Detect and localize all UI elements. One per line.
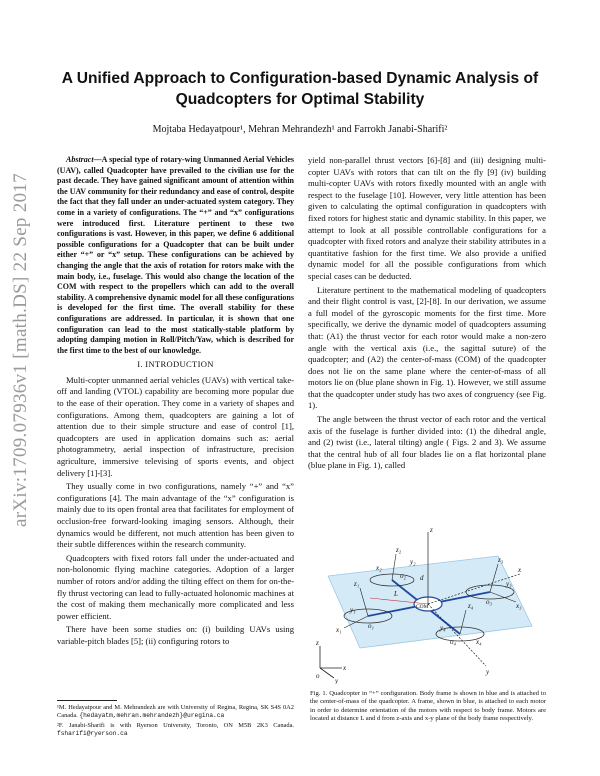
world-y-axis bbox=[320, 668, 334, 678]
right-paragraph-2: Literature pertinent to the mathematical modeling of quadcopters and their flight control is vast, [2]-[8]. In our derivation, we assume a full model of the gyroscopic moments for the first time. More specifically, we derive the dynamic model of quadcopters assuming that: (A1) the thrust vector for each rotor would make a non-zero angle with the vertical axis (i.e., the sagittal suture) of the quadcopter; and (A2) the center-of-mass (COM) of the quadcopter does not lie on the same plane where the center-of-mass of all motors lie on (blue plane shown in Fig. 1). However, we still assume that the quadcopter under study has two axes of congruency (see Fig. 1). bbox=[308, 284, 546, 411]
left-column bbox=[57, 155, 294, 650]
com-label: COM bbox=[416, 604, 429, 610]
figure-1-caption: Fig. 1. Quadcopter in “+” configuration. Body frame is shown in blue and is attached to the center-of-mass of the quadcopter. A frame, shown in blue, is attached to each motor in order to determine orientation of the motors with respect to body frame. Motors are located at distance L and d from z-axis and x-y plane of the body frame respectively. bbox=[310, 690, 546, 723]
world-z-label: z bbox=[316, 639, 319, 647]
motor-2-y-label: y₂ bbox=[410, 558, 416, 566]
motor-1-x-label: x₁ bbox=[336, 626, 342, 634]
right-paragraph-1: yield non-parallel thrust vectors [6]-[8] and (iii) designing multi-copter UAVs with rotors that can tilt on the fly [9] (iv) building multi-copter UAVs with rotors fixedly mounted with an angle with respect to the fuselage [10]. However, very little attention has been given to calculating the optimal configuration in quadcopters with fixed rotors for highest static and dynamic stability. In this paper, we attempt to look at all possible controllable configurations for a quadcopter with fixed rotors and analyze their stability attributes in a quantitative fashion for the first time. We also provide a unified dynamic model for all the possible configurations from which special cases can be deducted. bbox=[308, 155, 546, 281]
footnote-2-text: ²F. Janabi-Sharifi is with Ryerson University, Toronto, ON M5B 2K3 Canada. bbox=[57, 721, 294, 729]
world-x-label: x bbox=[343, 664, 347, 672]
figure-1 bbox=[310, 518, 544, 684]
x-axis-label: x bbox=[518, 566, 522, 574]
arxiv-stamp bbox=[6, 120, 36, 580]
z-axis-label: z bbox=[430, 526, 433, 534]
right-paragraph-3: The angle between the thrust vector of each rotor and the vertical axis of the fuselage is further divided into: (1) the dihedral angle, and (2) twist (i.e., lateral tilting) angle ( Figs. 2 and 3). We assume that the central hub of all four blades lie on a flat horizontal plane (blue plane in Fig. 1), called bbox=[308, 414, 546, 471]
motor-3-origin-label: o₃ bbox=[486, 598, 492, 606]
footnote-2 bbox=[57, 722, 294, 739]
intro-paragraph-4: There have been some studies on: (i) building UAVs using variable-pitch blades [5]; (ii) configuring rotors to bbox=[57, 624, 294, 646]
intro-paragraph-2: They usually come in two configurations, namely “+” and “x” configurations [4]. The main advantage of the “x” configuration is mainly due to its open frontal area that facilitates for employment of occlusion-free forward-looking imaging sensors. Although, their dynamics would be different, not much attention has been given to their subtle differences within the research community. bbox=[57, 481, 294, 550]
footnote-2-email: fsharifi@ryerson.ca bbox=[57, 730, 128, 738]
motor-2-origin-label: o₂ bbox=[400, 572, 406, 580]
intro-paragraph-1: Multi-copter unmanned aerial vehicles (UAVs) with vertical take-off and landing (VTOL) capability are becoming more popular due to the ease of their operation. They come in a variety of shapes and configurations. Among them, quadcopters are gaining a lot of attention due to their simple structure and ease of control [1], quadcopters are used in application domains such as: aerial photogrammetry, aerial inspection of infrastructure, precision agriculture, immersive televising of sports events, and object delivery [1]-[3]. bbox=[57, 374, 294, 478]
paper-title: A Unified Approach to Configuration-based Dynamic Analysis of Quadcopters for Optimal Stability bbox=[61, 70, 539, 108]
motor-2-x-label: x₂ bbox=[376, 564, 382, 572]
quadcopter-diagram bbox=[310, 518, 544, 684]
world-y-label: y bbox=[335, 677, 339, 684]
footnotes bbox=[57, 700, 294, 740]
abstract-text: —A special type of rotary-wing Unmanned Aerial Vehicles (UAV), called Quadcopter have prevailed to the civilian use for the past decade. They have gained significant amount of attention within the UAV community for their redundancy and ease of control, despite the fact that they fall under an under-actuated system category. They come in a variety of configurations. The “+” and “x” configurations were introduced first. Literature pertinent to these two configurations is vast. However, in this paper, we define 6 additional possible configurations for a Quadcopter that can be built under either “+” or “x” setup. These configurations can be achieved by changing the angle that the axis of rotation for rotors make with the main body, i.e., fuselage. This would also change the location of the COM with respect to the propellers which can add to the overall stability. A comprehensive dynamic model for all these configurations is developed for the first time. The overall stability for these configurations are addressed. In particular, it is shown that one configuration can lead to the most statically-stable platform by adopting damping motion in Roll/Pitch/Yaw, which is described for the first time to the best of our knowledge. bbox=[57, 155, 294, 355]
motor-1-y-label: y₁ bbox=[350, 606, 356, 614]
motor-3-x-label: x₃ bbox=[516, 602, 522, 610]
motor-2-z-label: z₂ bbox=[396, 546, 402, 554]
abstract bbox=[57, 155, 294, 356]
motor-1-z-label: z₁ bbox=[354, 580, 360, 588]
y-axis-label: y bbox=[486, 668, 490, 676]
motor-3-y-label: y₃ bbox=[506, 580, 512, 588]
abstract-lead: Abstract bbox=[66, 155, 94, 164]
footnote-1 bbox=[57, 704, 294, 721]
d-label: d bbox=[420, 574, 424, 582]
intro-paragraph-3: Quadcopters with fixed rotors fall under the under-actuated and non-holonomic flying machine categories. Adoption of a larger number of rotors and/or adding the tilting effect on them for on-the-fly thrust vectoring can lead to fully-actuated holonomic machines at the cost of making them mechanically more complicated and less power efficient. bbox=[57, 552, 294, 621]
motor-1-origin-label: o₁ bbox=[368, 622, 374, 630]
arxiv-id: arXiv:1709.07936v1 [math.DS] 22 Sep 2017 bbox=[10, 173, 31, 527]
motor-4-origin-label: o₄ bbox=[450, 638, 456, 646]
footnote-1-email: {hedayatm,mehran.mehrandezh}@uregina.ca bbox=[79, 712, 225, 720]
right-column bbox=[308, 155, 546, 474]
section-heading-introduction: I. INTRODUCTION bbox=[137, 359, 214, 370]
motor-3-z-label: z₃ bbox=[498, 556, 504, 564]
motor-4-z-label: z₄ bbox=[468, 602, 474, 610]
world-origin-label: o bbox=[316, 672, 320, 680]
motor-4-y-label: y₄ bbox=[440, 624, 446, 632]
L-label: L bbox=[394, 590, 398, 598]
author-list: Mojtaba Hedayatpour¹, Mehran Mehrandezh¹ and Farrokh Janabi-Sharifi² bbox=[152, 124, 448, 135]
footnote-rule bbox=[57, 700, 117, 701]
motor-4-x-label: x₄ bbox=[476, 638, 482, 646]
footnote-1-text: ¹M. Hedayatpour and M. Mehrandezh are with University of Regina, Regina, SK S4S 0A2 Canada. bbox=[57, 704, 294, 720]
